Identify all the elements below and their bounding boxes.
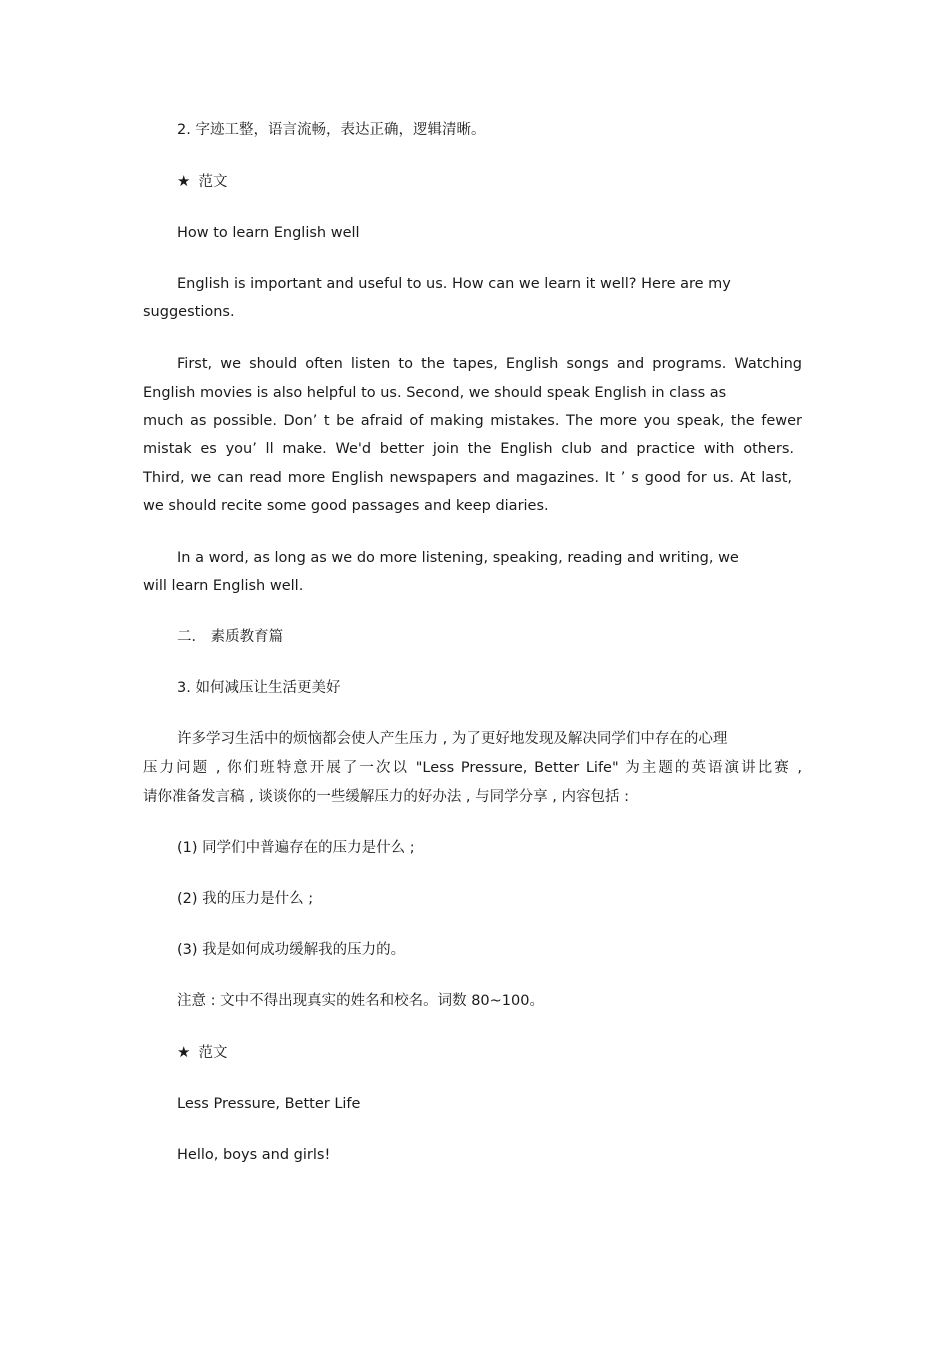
prompt-line: 许多学习生活中的烦恼都会使人产生压力 , 为了更好地发现及解决同学们中存在的心理 [177,731,728,747]
paragraph-3-line: will learn English well. [143,578,304,594]
content-point-1: (1) 同学们中普遍存在的压力是什么 ; [177,840,415,856]
content-point-2: (2) 我的压力是什么 ; [177,891,314,907]
essay-title: How to learn English well [177,225,360,241]
star-icon: ★ [177,172,191,190]
requirement-item-2: 2. 字迹工整，语言流畅，表达正确，逻辑清晰。 [177,122,486,138]
paragraph-2-line: mistak es you’ ll make. We'd better join the English club and practice with others. [143,441,794,457]
prompt-line: 压力问题 , 你们班特意开展了一次以 "Less Pressure, Better Life" 为主题的英语演讲比赛 , [143,760,802,776]
paragraph-2-line: First, we should often listen to the tapes, English songs and programs. Watching [177,356,802,372]
essay-title: Less Pressure, Better Life [177,1096,361,1112]
note-text: 注意 : 文中不得出现真实的姓名和校名。词数 80~100。 [177,993,544,1009]
paragraph-2-line: English movies is also helpful to us. Second, we should speak English in class as [143,385,727,401]
paragraph-3-line: In a word, as long as we do more listening, speaking, reading and writing, we [177,550,739,566]
paragraph-2-line: we should recite some good passages and keep diaries. [143,498,549,514]
prompt-line: 请你准备发言稿 , 谈谈你的一些缓解压力的好办法 , 与同学分享 , 内容包括 : [143,789,629,805]
paragraph-2-line: Third, we can read more English newspapers and magazines. It ’ s good for us. At last, [143,470,792,486]
section-heading: 二． 素质教育篇 [177,629,284,645]
topic-item-3: 3. 如何减压让生活更美好 [177,680,341,696]
star-icon: ★ [177,1043,191,1061]
content-point-3: (3) 我是如何成功缓解我的压力的。 [177,942,406,958]
paragraph-1-line: suggestions. [143,304,235,320]
model-essay-heading: ★ 范文 [177,172,228,190]
greeting-text: Hello, boys and girls! [177,1147,331,1163]
model-essay-heading: ★ 范文 [177,1043,228,1061]
paragraph-1-line: English is important and useful to us. How can we learn it well? Here are my [177,276,731,292]
paragraph-2-line: much as possible. Don’ t be afraid of making mistakes. The more you speak, the fewer [143,413,802,429]
